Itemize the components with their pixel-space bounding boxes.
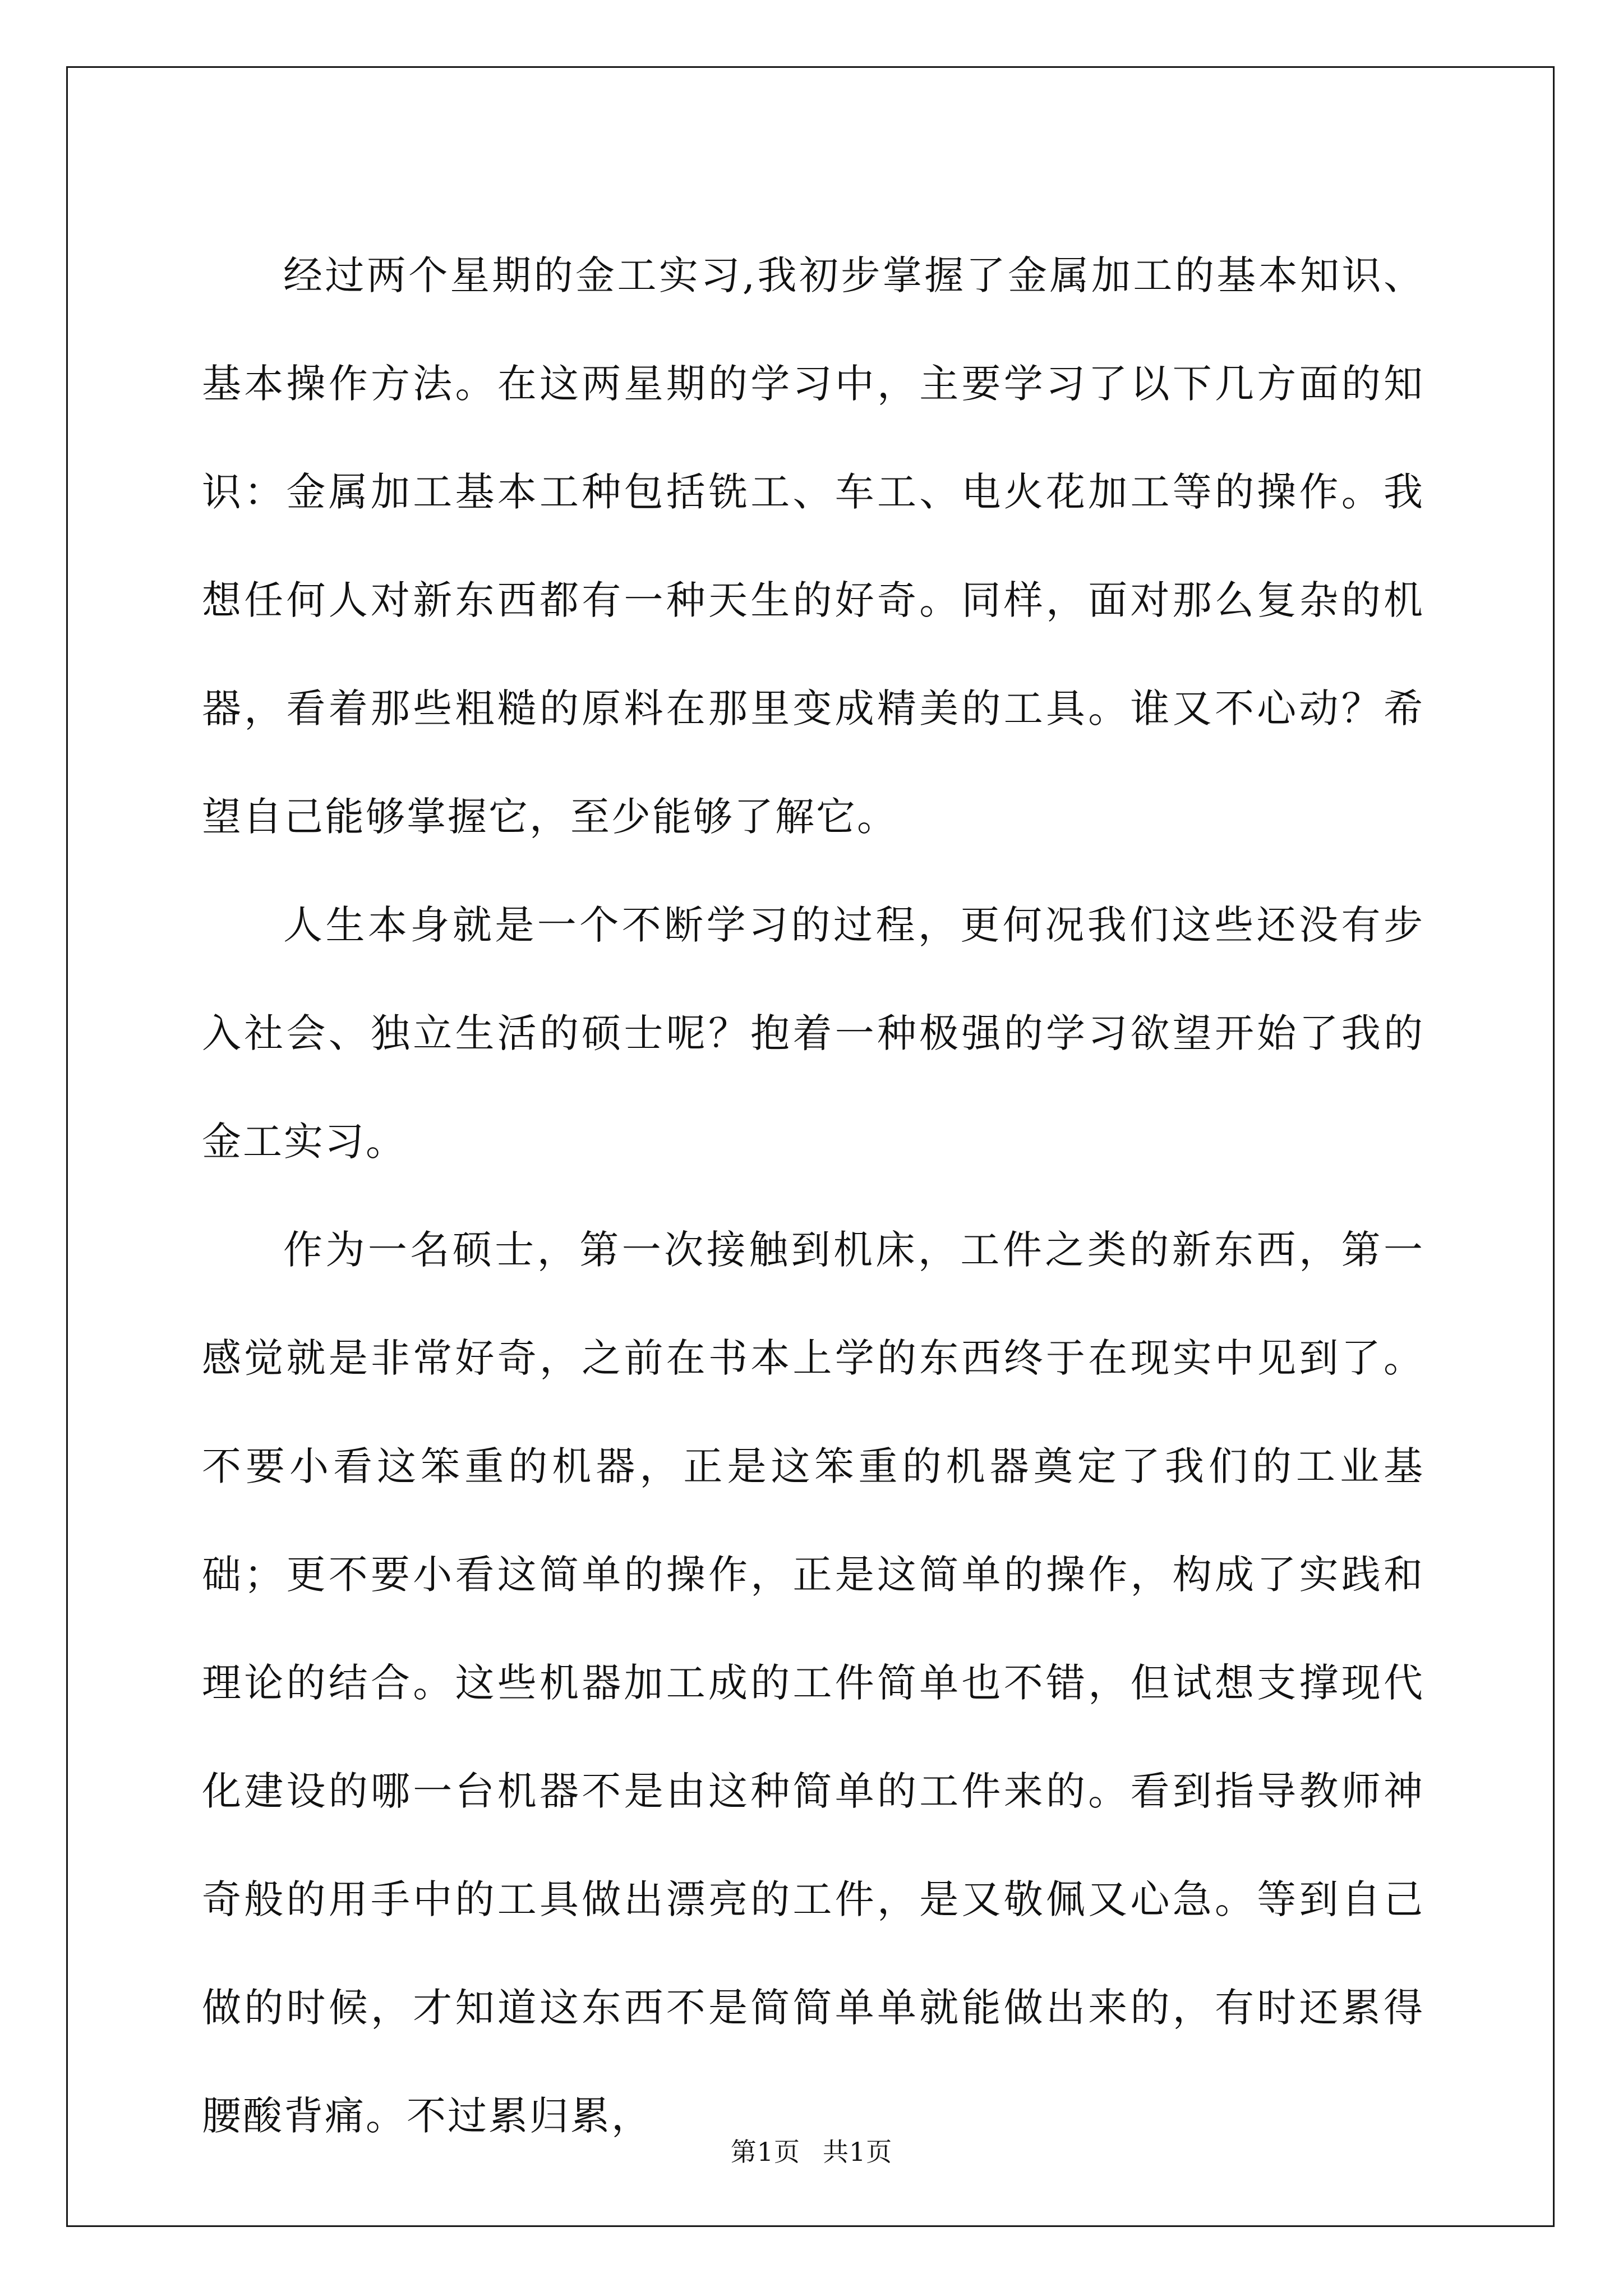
- paragraph-2: 人生本身就是一个不断学习的过程，更何况我们这些还没有步入社会、独立生活的硕士呢？抱着一种极强的学习欲望开始了我的金工实习。: [202, 902, 1424, 1165]
- document-body: [202, 222, 1424, 2170]
- paragraph-1: 经过两个星期的金工实习,我初步掌握了金属加工的基本知识、基本操作方法。在这两星期的学习中，主要学习了以下几方面的知识：金属加工基本工种包括铣工、车工、电火花加工等的操作。我想任何人对新东西都有一种天生的好奇。同样，面对那么复杂的机器，看着那些粗糙的原料在那里变成精美的工具。谁又不心动？希望自己能够掌握它，至少能够了解它。: [202, 252, 1424, 840]
- page-footer: [0, 2132, 1623, 2169]
- paragraph-3: 作为一名硕士，第一次接触到机床，工件之类的新东西，第一感觉就是非常好奇，之前在书本上学的东西终于在现实中见到了。不要小看这笨重的机器，正是这笨重的机器奠定了我们的工业基础；更不要小看这简单的操作，正是这简单的操作，构成了实践和理论的结合。这些机器加工成的工件简单也不错，但试想支撑现代化建设的哪一台机器不是由这种简单的工件来的。看到指导教师神奇般的用手中的工具做出漂亮的工件，是又敬佩又心急。等到自己做的时候，才知道这东西不是简简单单就能做出来的，有时还累得腰酸背痛。不过累归累，: [202, 1227, 1424, 2139]
- page-number: 第1页: [730, 2137, 800, 2167]
- page-total: 共1页: [823, 2137, 893, 2167]
